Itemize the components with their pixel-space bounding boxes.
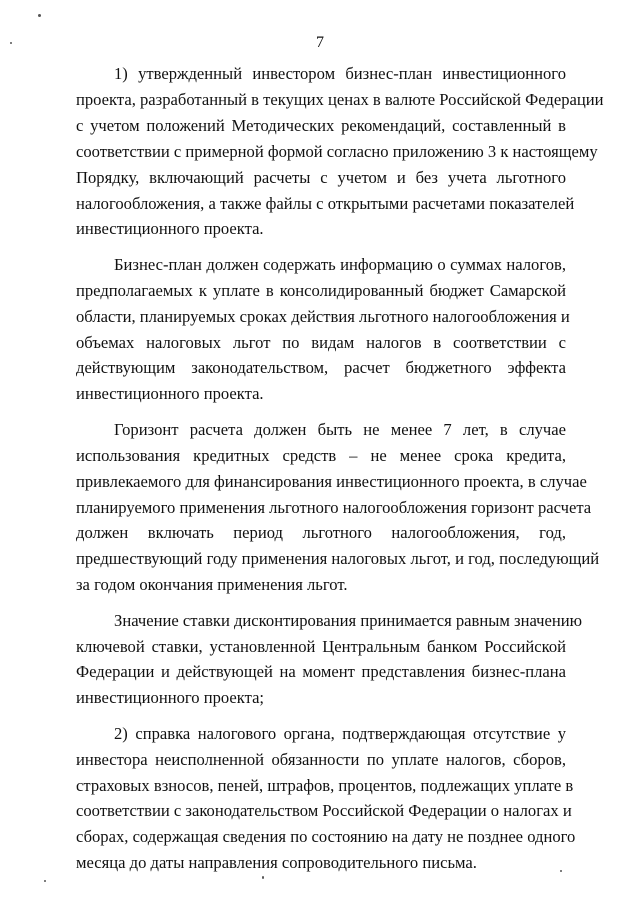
text-line: месяца до даты направления сопроводительного письма. <box>76 853 477 873</box>
text-line: должен включать период льготного налогообложения, год, <box>76 523 566 543</box>
text-line: планируемого применения льготного налогообложения горизонт расчета <box>76 497 592 517</box>
page-number: 7 <box>316 34 324 51</box>
text-line: проекта, разработанный в текущих ценах в валюте Российской Федерации <box>76 89 604 109</box>
paragraph-horizon <box>76 417 600 598</box>
text-line: налогообложения, а также файлы с открытыми расчетами показателей <box>76 193 575 213</box>
text-line: 2) справка налогового органа, подтверждающая отсутствие у <box>114 723 566 743</box>
text-line: страховых взносов, пеней, штрафов, процентов, подлежащих уплате в <box>76 775 574 795</box>
text-line: привлекаемого для финансирования инвестиционного проекта, в случае <box>76 471 587 491</box>
scan-speck <box>262 876 264 879</box>
text-line: области, планируемых сроках действия льготного налогообложения и <box>76 306 570 326</box>
text-line: ключевой ставки, установленной Центральным банком Российской <box>76 636 566 656</box>
text-line: инвестора неисполненной обязанности по уплате налогов, сборов, <box>76 749 566 769</box>
scan-speck <box>10 42 12 44</box>
text-line: за годом окончания применения льгот. <box>76 575 348 595</box>
scan-speck <box>38 14 41 17</box>
text-line: действующим законодательством, расчет бюджетного эффекта <box>76 358 566 378</box>
text-line: объемах налоговых льгот по видам налогов в соответствии с <box>76 332 566 352</box>
text-line: соответствии с примерной формой согласно приложению 3 к настоящему <box>76 141 598 161</box>
scan-speck <box>560 870 562 872</box>
paragraph-plan-content <box>76 252 570 407</box>
text-line: инвестиционного проекта. <box>76 384 264 404</box>
paragraph-discount-rate <box>76 608 583 712</box>
text-line: сборах, содержащая сведения по состоянию на дату не позднее одного <box>76 827 576 847</box>
text-line: инвестиционного проекта; <box>76 688 265 708</box>
text-line: с учетом положений Методических рекомендаций, составленный в <box>76 115 566 135</box>
paragraph-tax-certificate <box>76 721 576 876</box>
text-line: использования кредитных средств – не менее срока кредита, <box>76 445 566 465</box>
text-line: предполагаемых к уплате в консолидированный бюджет Самарской <box>76 280 566 300</box>
text-line: соответствии с законодательством Российской Федерации о налогах и <box>76 801 572 821</box>
text-line: Горизонт расчета должен быть не менее 7 лет, в случае <box>114 419 566 439</box>
text-line: Порядку, включающий расчеты с учетом и без учета льготного <box>76 167 566 187</box>
text-line: 1) утвержденный инвестором бизнес-план инвестиционного <box>114 64 566 83</box>
text-line: предшествующий году применения налоговых льгот, и год, последующий <box>76 549 600 569</box>
text-line: инвестиционного проекта. <box>76 219 264 239</box>
text-line: Федерации и действующей на момент представления бизнес-плана <box>76 662 566 682</box>
text-line: Бизнес-план должен содержать информацию о суммах налогов, <box>114 254 566 274</box>
text-line: Значение ставки дисконтирования принимается равным значению <box>114 610 583 630</box>
paragraph-business-plan <box>76 61 604 242</box>
document-body <box>76 61 604 886</box>
scan-speck <box>44 880 46 882</box>
